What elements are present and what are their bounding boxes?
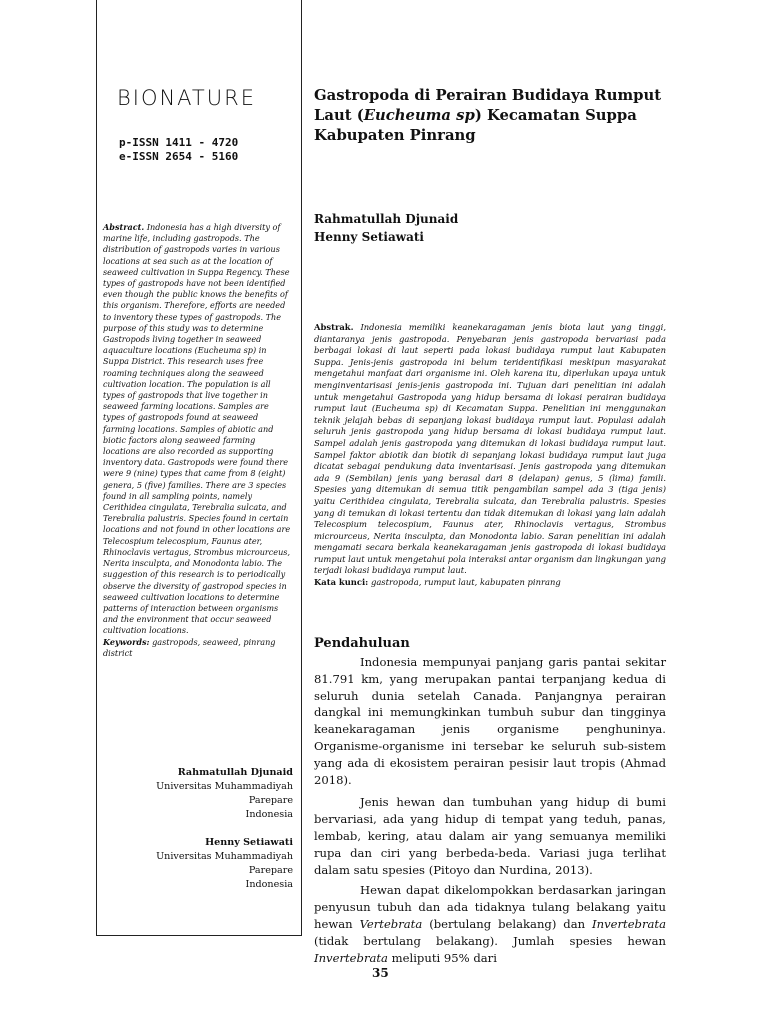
english-keywords-text: gastropods, seaweed, pinrang district	[103, 636, 276, 658]
english-abstract-text: Indonesia has a high diversity of marine life, including gastropods. The distribution of gastropods varies in various locations at sea such as at the location of seaweed cultivation in Suppa Regency. These types of gastropods have not been identified even though the public knows the benefits of this organism. Therefore, efforts are needed to inventory these types of gastropods. The purpose of this study was to determine Gastropods living together in seaweed aquaculture locations (Eucheuma sp) in Suppa District. This research uses free roaming techniques along the seaweed cultivation location. The population is all types of gastropods that live together in seaweed farming locations. Samples are types of gastropods found at seaweed farming locations. Samples of abiotic and biotic factors along seaweed farming locations are also recorded as supporting inventory data. Gastropods were found there were 9 (nine) types that came from 8 (eight) genera, 5 (five) families. There are 3 species found in all sampling points, namely Cerithidea cingulata, Terebralia sulcata, and Terebralia palustris. Species found in certain locations and not found in other locations are Telecospium telecospium, Faunus ater, Rhinoclavis vertagus, Strombus microurceus, Nerita insculpta, and Monodonta labio. The suggestion of this research is to periodically observe the diversity of gastropod species in seaweed cultivation locations to determine patterns of interaction between organisms and the environment that occur seaweed cultivation locations.	[103, 222, 291, 636]
author-list	[314, 210, 458, 246]
english-keywords	[103, 637, 293, 659]
affiliation-country: Indonesia	[245, 809, 293, 820]
paragraph-text: (tidak bertulang belakang). Jumlah spesies hewan	[314, 933, 666, 948]
introduction-body	[314, 654, 666, 970]
page-number: 35	[372, 966, 389, 980]
title-part-2: ) Kecamatan Suppa Kabupaten Pinrang	[314, 107, 637, 144]
journal-name: BIONATURE	[117, 86, 256, 110]
indonesian-abstract-text: Indonesia memiliki keanekaragaman jenis biota laut yang tinggi, diantaranya jenis gastropoda. Penyebaran jenis gastropoda bervariasi pada berbagai lokasi di laut seperti pada lokasi budidaya rumput laut Kabupaten Suppa. Jenis-jenis gastropoda ini belum teridentifikasi meskipun masyarakat mengetahui manfaat dari organisme ini. Oleh karena itu, diperlukan upaya untuk menginventarisasi jenis-jenis gastropoda ini. Tujuan dari penelitian ini adalah untuk mengetahui Gastropoda yang hidup bersama di lokasi perairan budidaya rumput laut (Eucheuma sp) di Kecamatan Suppa. Penelitian ini menggunakan teknik jelajah bebas di sepanjang lokasi budidaya rumput laut. Populasi adalah seluruh jenis gastropoda yang hidup bersama di lokasi budidaya rumput laut. Sampel adalah jenis gastropoda yang ditemukan di lokasi budidaya rumput laut. Sampel faktor abiotik dan biotik di sepanjang lokasi budidaya rumput laut juga dicatat sebagai pendukung data inventarisasi. Jenis gastropoda yang ditemukan ada 9 (Sembilan) jenis yang berasal dari 8 (delapan) genus, 5 (lima) famili. Spesies yang ditemukan di semua titik pengambilan sampel ada 3 (tiga jenis) yaitu Cerithidea cingulata, Terebralia sulcata, dan Terebralia palustris. Spesies yang di temukan di lokasi tertentu dan tidak ditemukan di lokasi yang lain adalah Telecospium telecospium, Faunus ater, Rhinoclavis vertagus, Strombus microurceus, Nerita insculpta, dan Monodonta labio. Saran penelitian ini adalah mengamati secara berkala keanekaragaman jenis gastropoda di lokasi budidaya rumput laut untuk mengetahui pola interaksi antar organism dan lingkungan yang terjadi lokasi budidaya rumput laut.	[314, 322, 666, 576]
paragraph	[314, 882, 666, 966]
author-1: Rahmatullah Djunaid	[314, 212, 459, 226]
affiliation-city: Parepare	[248, 795, 293, 806]
affiliation-institution: Universitas Muhammadiyah	[156, 851, 293, 862]
sidebar-panel	[96, 0, 302, 936]
paragraph-text: (bertulang belakang) dan	[422, 916, 593, 931]
italic-term: Vertebrata	[359, 916, 423, 931]
italic-term: Invertebrata	[314, 950, 388, 965]
p-issn: p-ISSN 1411 - 4720	[119, 136, 239, 149]
e-issn: e-ISSN 2654 - 5160	[119, 150, 239, 163]
paragraph: Jenis hewan dan tumbuhan yang hidup di bumi bervariasi, ada yang hidup di tempat yang teduh, panas, lembab, kering, atau dalam air yang semuanya memiliki rupa dan ciri yang berbeda-beda. Variasi juga terlihat dalam satu spesies (Pitoyo dan Nurdina, 2013).	[314, 795, 666, 877]
paragraph: Indonesia mempunyai panjang garis pantai sekitar 81.791 km, yang merupakan pantai terpanjang kedua di seluruh dunia setelah Canada. Panjangnya perairan dangkal ini memungkinkan tumbuh subur dan tingginya keanekaragaman jenis organisme penghuninya. Organisme-organisme ini tersebar ke seluruh sub-sistem yang ada di ekosistem perairan pesisir laut tropis (Ahmad 2018).	[314, 655, 666, 787]
affiliation-country: Indonesia	[245, 879, 293, 890]
affiliation-author-name: Henny Setiawati	[205, 837, 293, 848]
english-abstract	[103, 222, 293, 659]
indonesian-abstract	[314, 322, 666, 589]
paragraph-text: meliputi 95% dari	[387, 950, 497, 965]
title-part-1: Gastropoda di Perairan Budidaya Rumput Laut (	[314, 87, 662, 124]
indonesian-keywords-label: Kata kunci:	[314, 577, 369, 588]
section-heading-introduction: Pendahuluan	[314, 636, 410, 651]
indonesian-keywords	[314, 577, 666, 589]
title-italic-species: Eucheuma sp	[363, 107, 475, 124]
author-2: Henny Setiawati	[314, 230, 424, 244]
article-title	[314, 86, 674, 146]
affiliation-institution: Universitas Muhammadiyah	[156, 781, 293, 792]
affiliation-author-name: Rahmatullah Djunaid	[177, 767, 293, 778]
italic-term: Invertebrata	[592, 916, 666, 931]
affiliation-2	[103, 836, 293, 892]
indonesian-keywords-text: gastropoda, rumput laut, kabupaten pinrang	[370, 577, 561, 588]
affiliation-1	[103, 766, 293, 822]
english-abstract-label: Abstract.	[103, 222, 145, 232]
paragraph-text: Hewan dapat dikelompokkan berdasarkan jaringan penyusun tubuh dan ada tidaknya tulang belakang yaitu hewan	[314, 883, 666, 931]
english-keywords-label: Keywords:	[103, 636, 150, 647]
indonesian-abstract-label: Abstrak.	[314, 322, 354, 332]
affiliation-city: Parepare	[248, 865, 293, 876]
